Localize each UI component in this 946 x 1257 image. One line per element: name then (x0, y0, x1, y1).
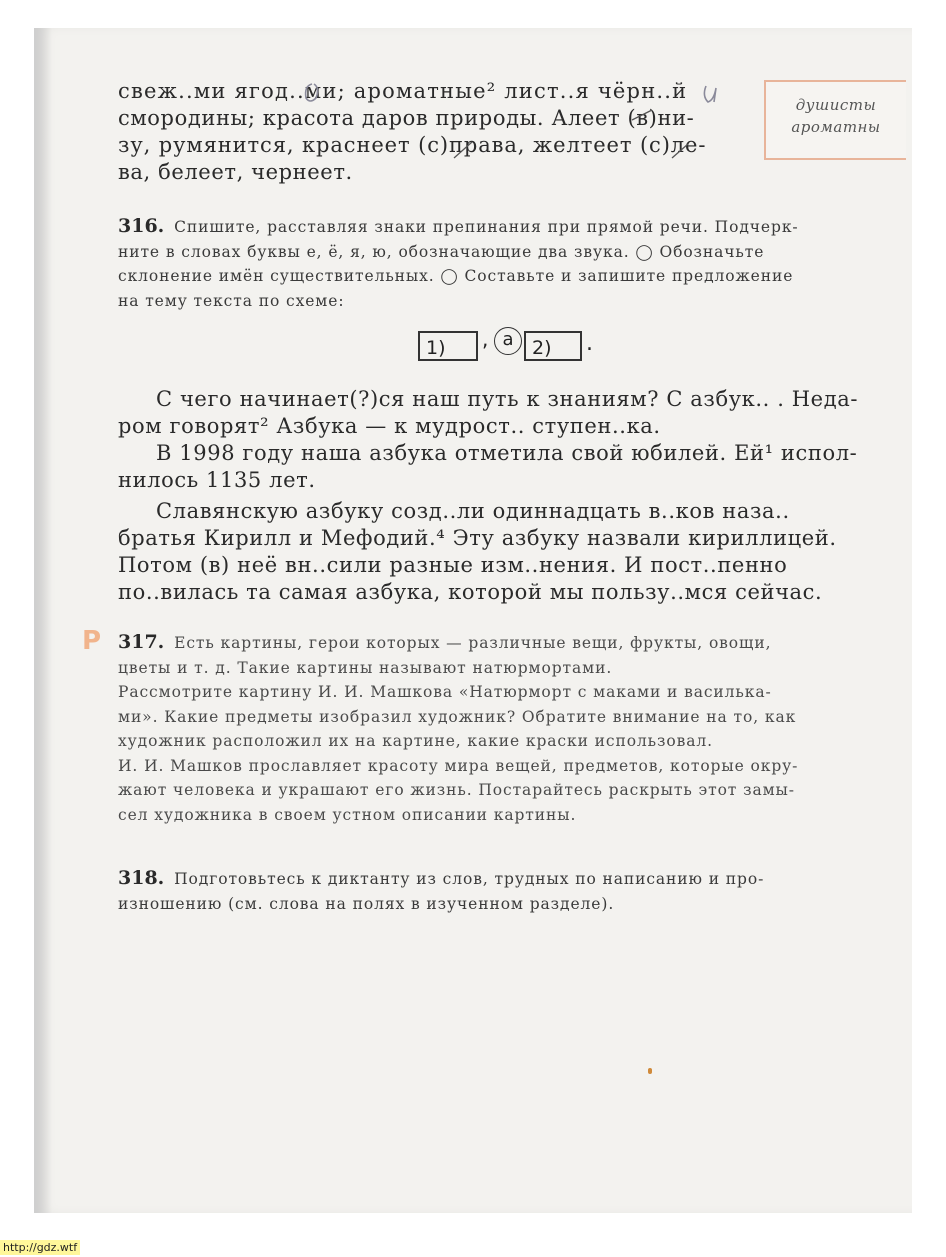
text-line: Подготовьтесь к диктанту из слов, трудных по написанию и про- (174, 870, 765, 888)
source-stamp-link[interactable]: http://gdz.wtf (0, 1240, 80, 1255)
schema-box-1: 1) (418, 331, 478, 361)
exercise-317-task (118, 630, 890, 827)
schema-box-2: 2) (524, 331, 582, 361)
text-line: Спишите, расставляя знаки препинания при прямой речи. Подчерк- (174, 218, 799, 236)
text-line: С чего начинает(?)ся наш путь к знаниям? С азбук.. . Неда- (156, 387, 859, 411)
schema-dot: . (586, 331, 593, 356)
text-line: ните в словах буквы е, ё, я, ю, обозначающие два звука. ◯ Обозначьте (118, 242, 765, 261)
text-line: зу, румянится, краснеет (с)права, желтеет (с)ле- (118, 133, 707, 157)
exercise-number: 318. (118, 867, 165, 889)
text-line: Славянскую азбуку созд..ли одиннадцать в..ков наза.. (156, 499, 790, 523)
text-line: свеж..ми ягод..ми; ароматные² лист..я чёрн..й (118, 79, 688, 103)
text-line: на тему текста по схеме: (118, 291, 345, 310)
text-line: Рассмотрите картину И. И. Машкова «Натюрморт с маками и василька- (118, 683, 772, 701)
schema-comma: , (482, 327, 489, 351)
text-line: ми». Какие предметы изобразил художник? Обратите внимание на то, как (118, 707, 797, 726)
exercise-number: 316. (118, 215, 165, 237)
schema-author-circle: а (494, 327, 522, 355)
text-line: художник расположил их на картине, какие краски использовал. (118, 732, 713, 750)
text-line: Есть картины, герои которых — различные вещи, фрукты, овощи, (174, 634, 772, 652)
text-line: ром говорят² Азбука — к мудрост.. ступен..ка. (118, 414, 661, 438)
text-line: ва, белеет, чернеет. (118, 160, 353, 184)
margin-word: ароматны (791, 118, 881, 136)
text-line: цветы и т. д. Такие картины называют натюрмортами. (118, 658, 613, 677)
text-line: по..вилась та самая азбука, которой мы пользу..мся сейчас. (118, 580, 823, 604)
speech-development-marker: Р (82, 626, 102, 656)
margin-word: душисты (795, 96, 877, 114)
margin-vocabulary-box (764, 80, 906, 160)
exercise-316-task (118, 214, 890, 313)
text-line: В 1998 году наша азбука отметила свой юбилей. Ей¹ испол- (156, 441, 858, 465)
scan-speck (648, 1068, 652, 1074)
text-line: Потом (в) неё вн..сили разные изм..нения. И пост..пенно (118, 553, 788, 577)
text-line: И. И. Машков прославляет красоту мира вещей, предметов, которые окру- (118, 756, 799, 775)
exercise-318-task (118, 866, 890, 916)
text-line: нилось 1135 лет. (118, 468, 316, 492)
text-line: смородины; красота даров природы. Алеет (в)ни- (118, 106, 695, 130)
exercise-number: 317. (118, 631, 165, 653)
text-line: жают человека и украшают его жизнь. Постарайтесь раскрыть этот замы- (118, 781, 795, 799)
text-line: братья Кирилл и Мефодий.⁴ Эту азбуку назвали кириллицей. (118, 526, 837, 550)
text-line: изношению (см. слова на полях в изученном разделе). (118, 894, 615, 913)
text-line: склонение имён существительных. ◯ Составьте и запишите предложение (118, 267, 794, 285)
exercise-316-text (118, 386, 890, 606)
text-line: сел художника в своем устном описании картины. (118, 805, 577, 824)
